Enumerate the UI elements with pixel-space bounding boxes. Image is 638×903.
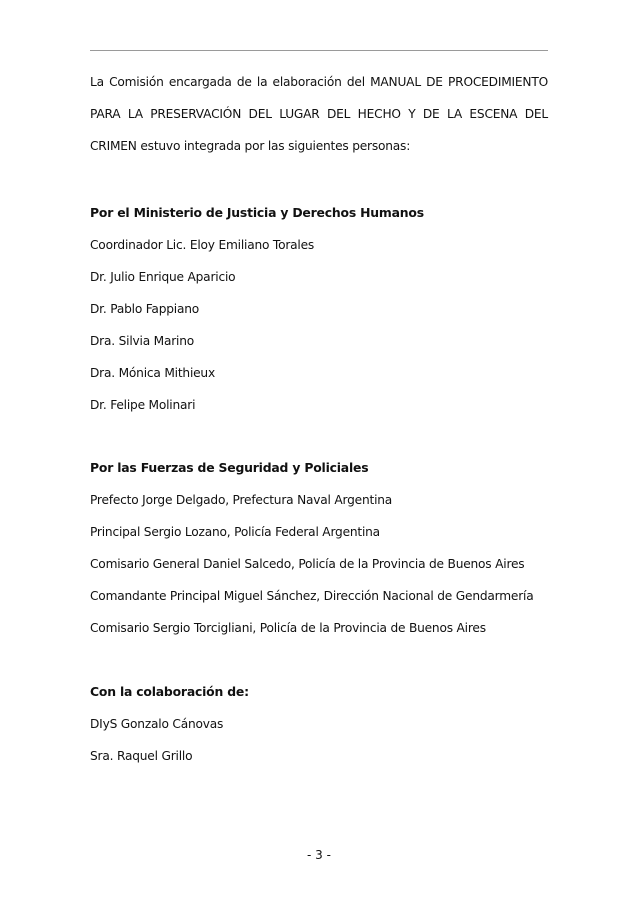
section-spacer (90, 162, 548, 197)
member-line: Dr. Felipe Molinari (90, 398, 196, 412)
section-spacer (90, 644, 548, 676)
page-number: - 3 - (307, 848, 331, 862)
intro-paragraph: La Comisión encargada de la elaboración del MANUAL DE PROCEDIMIENTO PARA LA PRESERVACIÓN DEL LUGAR DEL HECHO Y DE LA ESCENA DEL CRIMEN estuvo integrada por las siguientes personas: (90, 75, 548, 153)
member-line: Coordinador Lic. Eloy Emiliano Torales (90, 238, 315, 252)
member-line: Comandante Principal Miguel Sánchez, Dirección Nacional de Gendarmería (90, 589, 534, 603)
member-line: DIyS Gonzalo Cánovas (90, 717, 224, 731)
section-colaboracion (90, 676, 548, 772)
member-line: Prefecto Jorge Delgado, Prefectura Naval Argentina (90, 493, 393, 507)
member-line: Comisario Sergio Torcigliani, Policía de la Provincia de Buenos Aires (90, 621, 486, 635)
member-line: Dr. Julio Enrique Aparicio (90, 270, 236, 284)
section-spacer (90, 421, 548, 452)
member-line: Principal Sergio Lozano, Policía Federal Argentina (90, 525, 380, 539)
section-heading: Por las Fuerzas de Seguridad y Policiales (90, 460, 369, 475)
page-content (90, 66, 548, 772)
member-line: Comisario General Daniel Salcedo, Policía de la Provincia de Buenos Aires (90, 557, 525, 571)
section-heading: Por el Ministerio de Justicia y Derechos Humanos (90, 205, 424, 220)
section-heading: Con la colaboración de: (90, 684, 249, 699)
member-line: Dra. Mónica Mithieux (90, 366, 215, 380)
section-fuerzas (90, 452, 548, 644)
member-line: Sra. Raquel Grillo (90, 749, 193, 763)
member-line: Dr. Pablo Fappiano (90, 302, 200, 316)
header-rule (90, 50, 548, 51)
section-ministerio (90, 197, 548, 421)
member-line: Dra. Silvia Marino (90, 334, 195, 348)
